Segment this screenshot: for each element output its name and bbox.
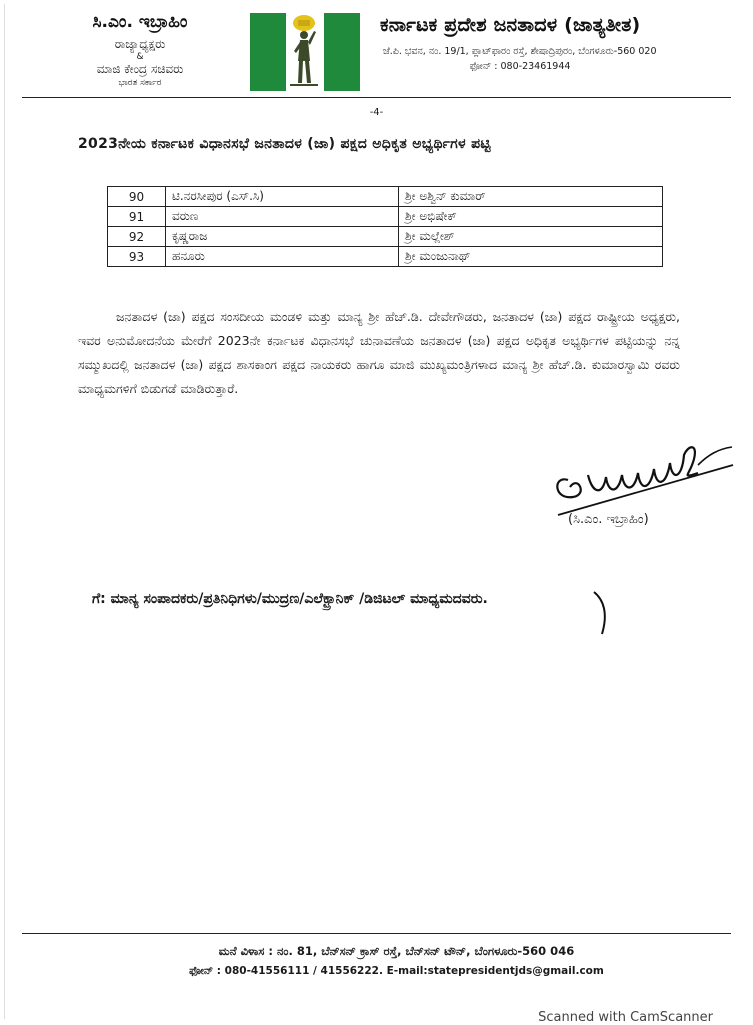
constituency-number: 93 [108, 247, 166, 267]
candidate-name: ಶ್ರೀ ಅಭಿಷೇಕ್ [399, 207, 663, 227]
constituency-name: ಹನೂರು [166, 247, 399, 267]
table-row [108, 227, 663, 247]
letterhead-role: ರಾಜ್ಯಾಧ್ಯಕ್ಷರು [114, 37, 166, 51]
party-phone: ಫೋನ್ : 080-23461944 [469, 61, 571, 72]
candidate-table [107, 186, 663, 267]
candidate-name: ಶ್ರೀ ಮಲ್ಲೇಶ್ [399, 227, 663, 247]
party-name: ಕರ್ನಾಟಕ ಪ್ರದೇಶ ಜನತಾದಳ (ಜಾತ್ಯತೀತ) [380, 14, 641, 36]
footer-divider [22, 933, 731, 934]
signatory-name: (ಸಿ.ಎಂ. ಇಬ್ರಾಹಿಂ) [568, 512, 649, 527]
constituency-number: 92 [108, 227, 166, 247]
document-title: 2023ನೇಯ ಕರ್ನಾಟಕ ವಿಧಾನಸಭೆ ಜನತಾದಳ (ಜಾ) ಪಕ್ಷದ ಅಧಿಕೃತ ಅಭ್ಯರ್ಥಿಗಳ ಪಟ್ಟಿ [78, 136, 491, 152]
constituency-number: 90 [108, 187, 166, 207]
letterhead-right [380, 14, 720, 72]
body-text: ಜನತಾದಳ (ಜಾ) ಪಕ್ಷದ ಸಂಸದೀಯ ಮಂಡಳಿ ಮತ್ತು ಮಾನ್ಯ ಶ್ರೀ ಹೆಚ್.ಡಿ. ದೇವೇಗೌಡರು, ಜನತಾದಳ (ಜಾ) ಪಕ್ಷದ ರಾಷ್ಟ್ರೀಯ ಅಧ್ಯಕ್ಷರು, ಇವರ ಅನುಮೋದನೆಯ ಮೇರೆಗೆ 2023ನೇ ಕರ್ನಾಟಕ ವಿಧಾನಸಭೆ ಚುನಾವಣೆಯ ಜನತಾದಳ (ಜಾ) ಪಕ್ಷದ ಅಧಿಕೃತ ಅಭ್ಯರ್ಥಿಗಳ ಪಟ್ಟಿಯನ್ನು ನನ್ನ ಸಮ್ಮುಖದಲ್ಲಿ ಜನತಾದಳ (ಜಾ) ಪಕ್ಷದ ಶಾಸಕಾಂಗ ಪಕ್ಷದ ನಾಯಕರು ಹಾಗೂ ಮಾಜಿ ಮುಖ್ಯಮಂತ್ರಿಗಳಾದ ಮಾನ್ಯ ಶ್ರೀ ಹೆಚ್.ಡಿ. ಕುಮಾರಸ್ವಾಮಿ ರವರು ಮಾಧ್ಯಮಗಳಿಗೆ ಬಿಡುಗಡೆ ಮಾಡಿರುತ್ತಾರೆ. [78, 309, 680, 396]
table-row [108, 207, 663, 227]
table-row [108, 247, 663, 267]
party-emblem-logo [250, 13, 360, 91]
distribution-line: ಗೆ: ಮಾನ್ಯ ಸಂಪಾದಕರು/ಪ್ರತಿನಿಧಿಗಳು/ಮುದ್ರಣ/ಎಲೆಕ್ಟ್ರಾನಿಕ್ /ಡಿಜಿಟಲ್ ಮಾಧ್ಯಮದವರು. [92, 591, 488, 607]
party-address: ಜೆ.ಪಿ. ಭವನ, ನಂ. 19/1, ಪ್ಲಾಟ್‌ಫಾರಂ ರಸ್ತೆ, ಶೇಷಾದ್ರಿಪುರಂ, ಬೆಂಗಳೂರು-560 020 [383, 46, 657, 57]
letterhead-ampersand: & [136, 52, 144, 62]
constituency-number: 91 [108, 207, 166, 227]
letterhead-name: ಸಿ.ಎಂ. ಇಬ್ರಾಹಿಂ [92, 12, 188, 32]
constituency-name: ವರುಣ [166, 207, 399, 227]
table-row [108, 187, 663, 207]
header-divider [22, 97, 731, 98]
scanner-watermark: Scanned with CamScanner [538, 1010, 713, 1025]
constituency-name: ಕೃಷ್ಣರಾಜ [166, 227, 399, 247]
footer-address: ಮನೆ ವಿಳಾಸ : ನಂ. 81, ಬೆನ್‌ಸನ್ ಕ್ರಾಸ್ ರಸ್ತೆ, ಬೆನ್‌ಸನ್ ಟೌನ್, ಬೆಂಗಳೂರು-560 046 [218, 944, 575, 958]
page-number: -4- [369, 107, 384, 118]
pen-mark [590, 590, 614, 636]
candidate-name: ಶ್ರೀ ಮಂಜುನಾಥ್ [399, 247, 663, 267]
letterhead-former-role: ಮಾಜಿ ಕೇಂದ್ರ ಸಚಿವರು [96, 62, 184, 76]
letterhead-left [60, 12, 220, 88]
letterhead-government: ಭಾರತ ಸರ್ಕಾರ [118, 78, 162, 88]
candidate-name: ಶ್ರೀ ಅಶ್ವಿನ್ ಕುಮಾರ್ [399, 187, 663, 207]
footer-contact: ಫೋನ್ : 080-41556111 / 41556222. E-mail:statepresidentjds@gmail.com [189, 965, 604, 977]
body-paragraph [78, 305, 680, 401]
constituency-name: ಟಿ.ನರಸೀಪುರ (ಎಸ್.ಸಿ) [166, 187, 399, 207]
